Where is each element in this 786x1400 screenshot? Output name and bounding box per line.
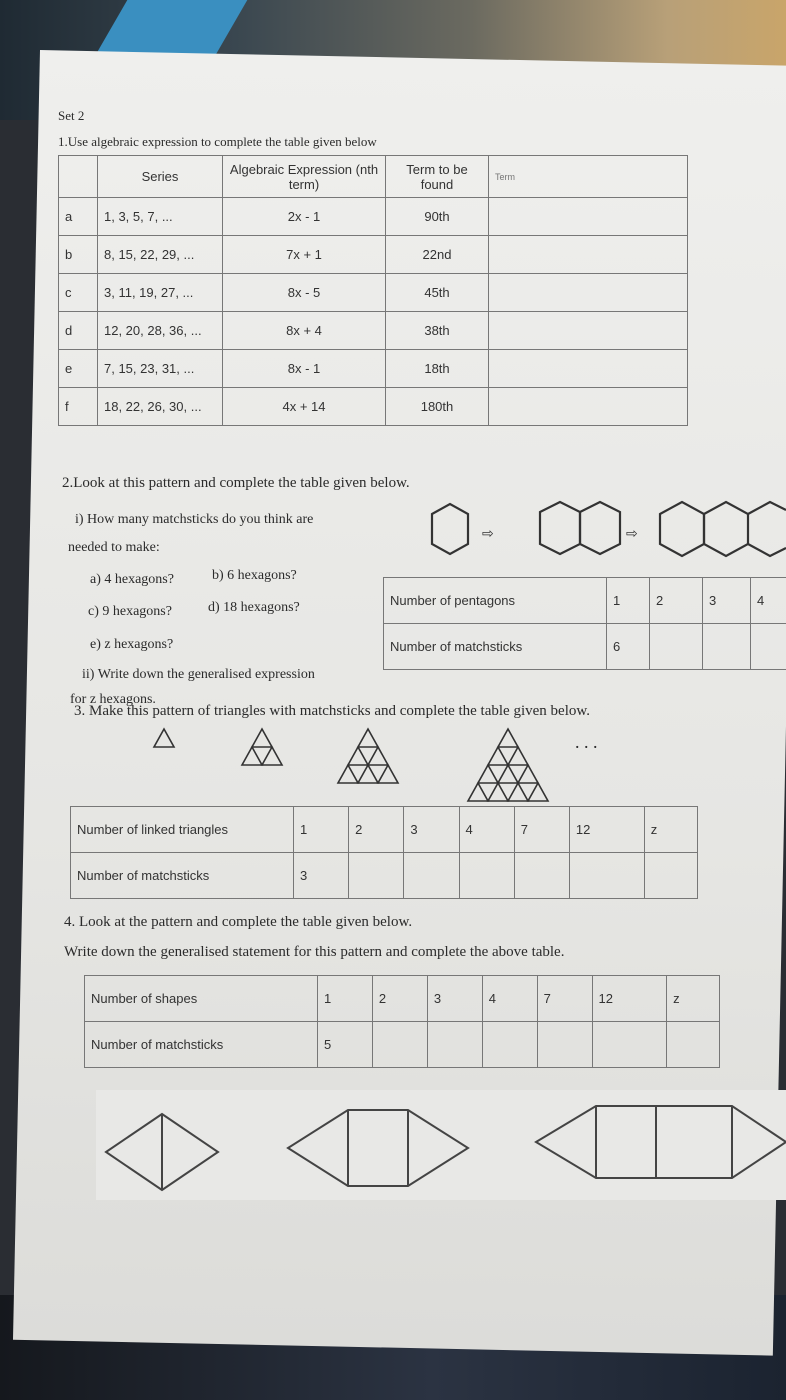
table-cell: 1 <box>294 807 349 853</box>
table-cell: 3 <box>404 807 459 853</box>
q1-header-blank <box>59 156 98 198</box>
table-cell: z <box>644 807 697 853</box>
series-cell: 7, 15, 23, 31, ... <box>98 350 223 388</box>
table-cell: z <box>667 976 720 1022</box>
arrow-icon: ⇨ <box>626 527 638 542</box>
table-row <box>85 976 720 1022</box>
arrow-icon: ⇨ <box>482 527 494 542</box>
row-label: Number of shapes <box>85 976 318 1022</box>
series-cell: 1, 3, 5, 7, ... <box>98 198 223 236</box>
table-row <box>384 624 786 670</box>
expression-cell: 4x + 14 <box>223 388 386 426</box>
series-cell: 8, 15, 22, 29, ... <box>98 236 223 274</box>
row-label: d <box>59 312 98 350</box>
q1-header-term: Term to be found <box>386 156 489 198</box>
answer-cell[interactable] <box>489 236 688 274</box>
table-cell: 7 <box>537 976 592 1022</box>
row-label: Number of linked triangles <box>71 807 294 853</box>
answer-cell[interactable] <box>372 1022 427 1068</box>
expression-cell: 8x - 5 <box>223 274 386 312</box>
q2-item-c: c) 9 hexagons? <box>88 604 172 619</box>
q4-table <box>84 975 720 1068</box>
answer-cell[interactable] <box>703 624 751 670</box>
q2-item-d: d) 18 hexagons? <box>208 600 300 615</box>
table-cell: 6 <box>607 624 650 670</box>
table-row <box>384 578 786 624</box>
answer-cell[interactable] <box>482 1022 537 1068</box>
expression-cell: 7x + 1 <box>223 236 386 274</box>
table-row <box>59 312 688 350</box>
q1-header-expression: Algebraic Expression (nth term) <box>223 156 386 198</box>
q2-item-e: e) z hexagons? <box>90 637 174 652</box>
row-label: a <box>59 198 98 236</box>
table-cell: 1 <box>318 976 373 1022</box>
series-cell: 3, 11, 19, 27, ... <box>98 274 223 312</box>
table-cell: 7 <box>514 807 569 853</box>
answer-cell[interactable] <box>650 624 703 670</box>
table-cell: 3 <box>294 853 349 899</box>
q2-table <box>383 577 786 670</box>
hexagon-pattern-icon <box>420 490 786 570</box>
q4-instruction: Write down the generalised statement for this pattern and complete the above table. <box>64 944 565 960</box>
answer-cell[interactable] <box>459 853 514 899</box>
q1-header-answer: Term <box>489 156 688 198</box>
table-row <box>59 236 688 274</box>
answer-cell[interactable] <box>489 388 688 426</box>
q2-part-ii-line1: ii) Write down the generalised expression <box>82 667 315 682</box>
table-cell: 2 <box>650 578 703 624</box>
answer-cell[interactable] <box>489 350 688 388</box>
row-label: b <box>59 236 98 274</box>
expression-cell: 2x - 1 <box>223 198 386 236</box>
table-row <box>71 853 698 899</box>
answer-cell[interactable] <box>592 1022 667 1068</box>
q2-title: 2.Look at this pattern and complete the table given below. <box>62 475 410 491</box>
answer-cell[interactable] <box>514 853 569 899</box>
row-label: f <box>59 388 98 426</box>
term-cell: 90th <box>386 198 489 236</box>
table-cell: 2 <box>372 976 427 1022</box>
expression-cell: 8x - 1 <box>223 350 386 388</box>
answer-cell[interactable] <box>751 624 786 670</box>
series-cell: 18, 22, 26, 30, ... <box>98 388 223 426</box>
answer-cell[interactable] <box>644 853 697 899</box>
term-cell: 38th <box>386 312 489 350</box>
set-heading: Set 2 <box>58 108 85 123</box>
q1-header-series: Series <box>98 156 223 198</box>
table-cell: 4 <box>459 807 514 853</box>
row-label: Number of matchsticks <box>85 1022 318 1068</box>
table-row <box>59 274 688 312</box>
table-row <box>85 1022 720 1068</box>
row-label: Number of matchsticks <box>384 624 607 670</box>
q1-table <box>58 155 688 426</box>
answer-cell[interactable] <box>349 853 404 899</box>
answer-cell[interactable] <box>569 853 644 899</box>
q3-table <box>70 806 698 899</box>
table-cell: 4 <box>751 578 786 624</box>
table-cell: 12 <box>569 807 644 853</box>
q3-title: 3. Make this pattern of triangles with matchsticks and complete the table given below. <box>74 703 590 719</box>
table-cell: 1 <box>607 578 650 624</box>
q2-item-a: a) 4 hexagons? <box>90 572 174 587</box>
row-label: e <box>59 350 98 388</box>
answer-cell[interactable] <box>489 274 688 312</box>
table-cell: 12 <box>592 976 667 1022</box>
triangle-pattern-icon <box>150 725 570 807</box>
table-cell: 5 <box>318 1022 373 1068</box>
series-cell: 12, 20, 28, 36, ... <box>98 312 223 350</box>
q1-title: 1.Use algebraic expression to complete the table given below <box>58 134 377 149</box>
answer-cell[interactable] <box>489 198 688 236</box>
answer-cell[interactable] <box>537 1022 592 1068</box>
table-cell: 2 <box>349 807 404 853</box>
row-label: c <box>59 274 98 312</box>
answer-cell[interactable] <box>404 853 459 899</box>
answer-cell[interactable] <box>427 1022 482 1068</box>
table-cell: 3 <box>703 578 751 624</box>
row-label: Number of matchsticks <box>71 853 294 899</box>
table-row <box>71 807 698 853</box>
table-row <box>59 350 688 388</box>
term-cell: 18th <box>386 350 489 388</box>
q4-title: 4. Look at the pattern and complete the table given below. <box>64 914 413 930</box>
term-cell: 180th <box>386 388 489 426</box>
term-cell: 45th <box>386 274 489 312</box>
row-label: Number of pentagons <box>384 578 607 624</box>
table-cell: 4 <box>482 976 537 1022</box>
answer-cell[interactable] <box>667 1022 720 1068</box>
q2-part-i-line2: needed to make: <box>68 540 160 555</box>
table-row <box>59 388 688 426</box>
matchstick-shape-pattern-icon <box>96 1090 786 1200</box>
expression-cell: 8x + 4 <box>223 312 386 350</box>
q2-item-b: b) 6 hexagons? <box>212 568 297 583</box>
q2-part-i-line1: i) How many matchsticks do you think are <box>75 512 314 527</box>
term-cell: 22nd <box>386 236 489 274</box>
pattern-continues-dots: . . . <box>575 732 598 752</box>
q2-part-ii-line2: for z hexagons. <box>70 692 156 707</box>
table-row <box>59 198 688 236</box>
table-cell: 3 <box>427 976 482 1022</box>
answer-cell[interactable] <box>489 312 688 350</box>
